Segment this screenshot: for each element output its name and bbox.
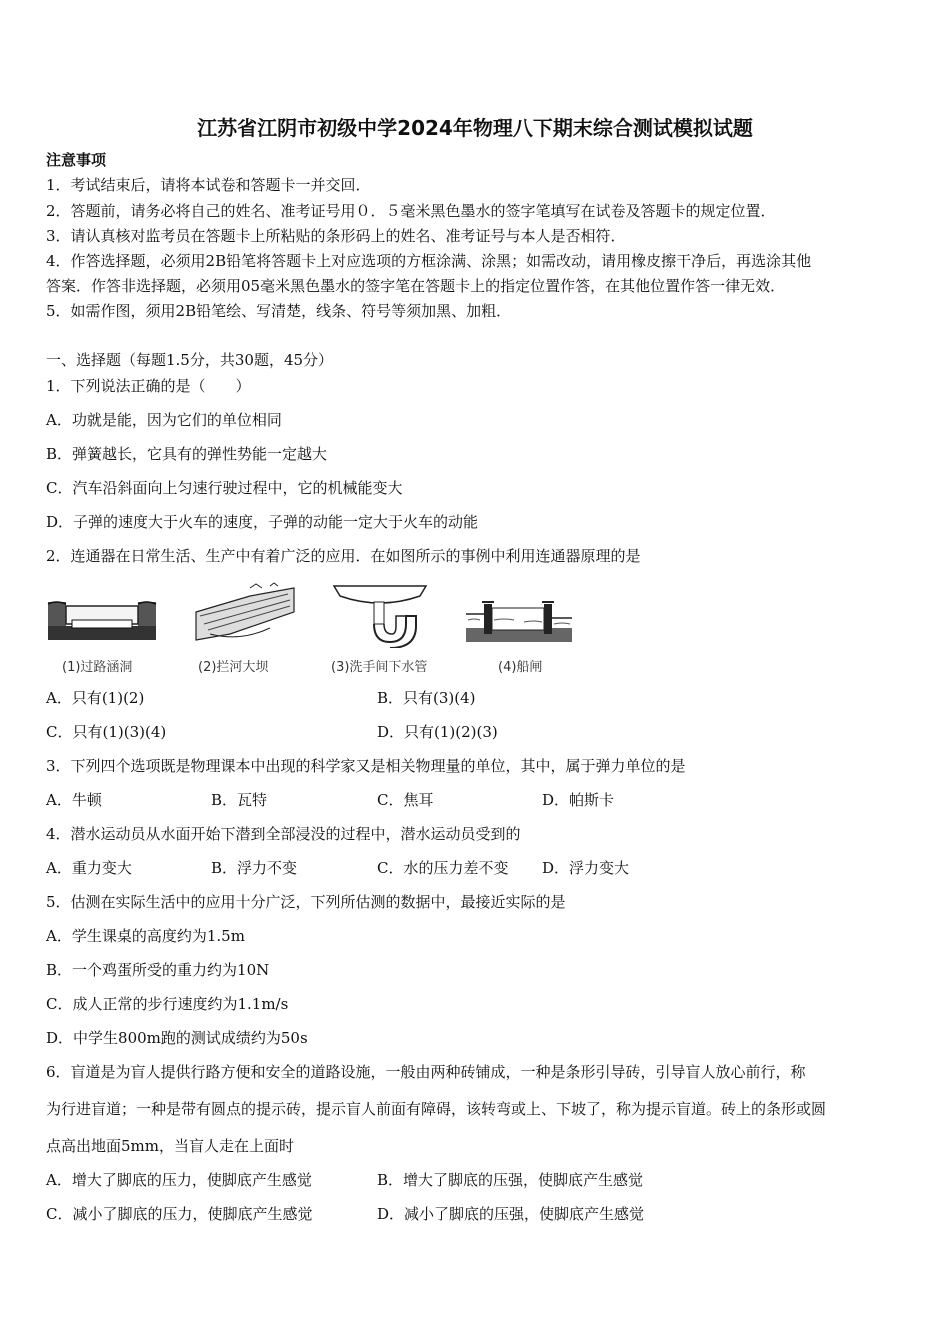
question-4-option-b: B．浮力不变 [211,859,298,877]
question-5-option-b: B．一个鸡蛋所受的重力约为10N [46,961,270,979]
figure-caption: (1)过路涵洞 [62,660,133,675]
culvert-figure [46,596,158,646]
question-3-option-c: C．焦耳 [377,791,434,809]
question-3-option-a: A．牛顿 [46,791,102,809]
dam-figure [190,582,300,648]
question-4-option-d: D．浮力变大 [542,859,630,877]
notice-item: 3．请认真核对监考员在答题卡上所粘贴的条形码上的姓名、准考证号与本人是否相符． [46,227,626,245]
question-5-stem: 5．估测在实际生活中的应用十分广泛，下列所估测的数据中，最接近实际的是 [46,893,566,911]
question-1-stem: 1．下列说法正确的是（ ） [46,377,251,395]
question-1-option-b: B．弹簧越长，它具有的弹性势能一定越大 [46,445,328,463]
sink-drain-figure [330,580,430,648]
question-4-stem: 4．潜水运动员从水面开始下潜到全部浸没的过程中，潜水运动员受到的 [46,825,521,843]
question-6-stem-line-2: 为行进盲道；一种是带有圆点的提示砖，提示盲人前面有障碍，该转弯或上、下坡了，称为提示盲道。砖上的条形或圆 [46,1100,827,1118]
notice-item: 4．作答选择题，必须用2B铅笔将答题卡上对应选项的方框涂满、涂黑；如需改动，请用橡皮擦干净后，再选涂其他 [46,252,812,270]
question-3-option-d: D．帕斯卡 [542,791,615,809]
question-3-option-b: B．瓦特 [211,791,268,809]
question-4-option-c: C．水的压力差不变 [377,859,509,877]
question-6-option-c: C．减小了脚底的压力，使脚底产生感觉 [46,1205,313,1223]
question-6-stem-line-3: 点高出地面5mm，当盲人走在上面时 [46,1137,294,1155]
question-1-option-d: D．子弹的速度大于火车的速度，子弹的动能一定大于火车的动能 [46,513,479,531]
notice-item: 答案．作答非选择题，必须用05毫米黑色墨水的签字笔在答题卡上的指定位置作答，在其他位置作答一律无效． [46,277,786,295]
question-2-stem: 2．连通器在日常生活、生产中有着广泛的应用．在如图所示的事例中利用连通器原理的是 [46,547,641,565]
question-5-option-c: C．成人正常的步行速度约为1.1m/s [46,995,289,1013]
question-1-option-c: C．汽车沿斜面向上匀速行驶过程中，它的机械能变大 [46,479,403,497]
notice-item: 5．如需作图，须用2B铅笔绘、写清楚，线条、符号等须加黑、加粗． [46,302,512,320]
figure-caption: (3)洗手间下水管 [331,660,428,675]
question-6-stem-line-1: 6．盲道是为盲人提供行路方便和安全的道路设施，一般由两种砖铺成，一种是条形引导砖，引导盲人放心前行，称 [46,1063,806,1081]
question-3-stem: 3．下列四个选项既是物理课本中出现的科学家又是相关物理量的单位，其中，属于弹力单位的是 [46,757,686,775]
question-2-option-c: C．只有(1)(3)(4) [46,723,167,741]
figure-caption: (4)船闸 [498,660,543,675]
culvert-pipe [72,620,132,628]
question-5-option-a: A．学生课桌的高度约为1.5m [46,927,245,945]
question-2-option-d: D．只有(1)(2)(3) [377,723,498,741]
question-2-option-b: B．只有(3)(4) [377,689,476,707]
section-heading: 一、选择题（每题1.5分，共30题，45分） [46,351,334,369]
notice-heading: 注意事项 [46,151,107,169]
ship-lock-figure [464,594,574,646]
question-4-option-a: A．重力变大 [46,859,132,877]
question-2-option-a: A．只有(1)(2) [46,689,145,707]
notice-item: 2．答题前，请务必将自己的姓名、准考证号用０．５毫米黑色墨水的签字笔填写在试卷及答题卡的规定位置． [46,202,776,220]
question-6-option-d: D．减小了脚底的压强，使脚底产生感觉 [377,1205,645,1223]
question-6-option-a: A．增大了脚底的压力，使脚底产生感觉 [46,1171,312,1189]
question-5-option-d: D．中学生800m跑的测试成绩约为50s [46,1029,308,1047]
page-title: 江苏省江阴市初级中学2024年物理八下期末综合测试模拟试题 [197,116,753,140]
notice-item: 1．考试结束后，请将本试卷和答题卡一并交回． [46,176,371,194]
question-1-option-a: A．功就是能，因为它们的单位相同 [46,411,282,429]
figure-caption: (2)拦河大坝 [198,660,269,675]
question-6-option-b: B．增大了脚底的压强，使脚底产生感觉 [377,1171,644,1189]
